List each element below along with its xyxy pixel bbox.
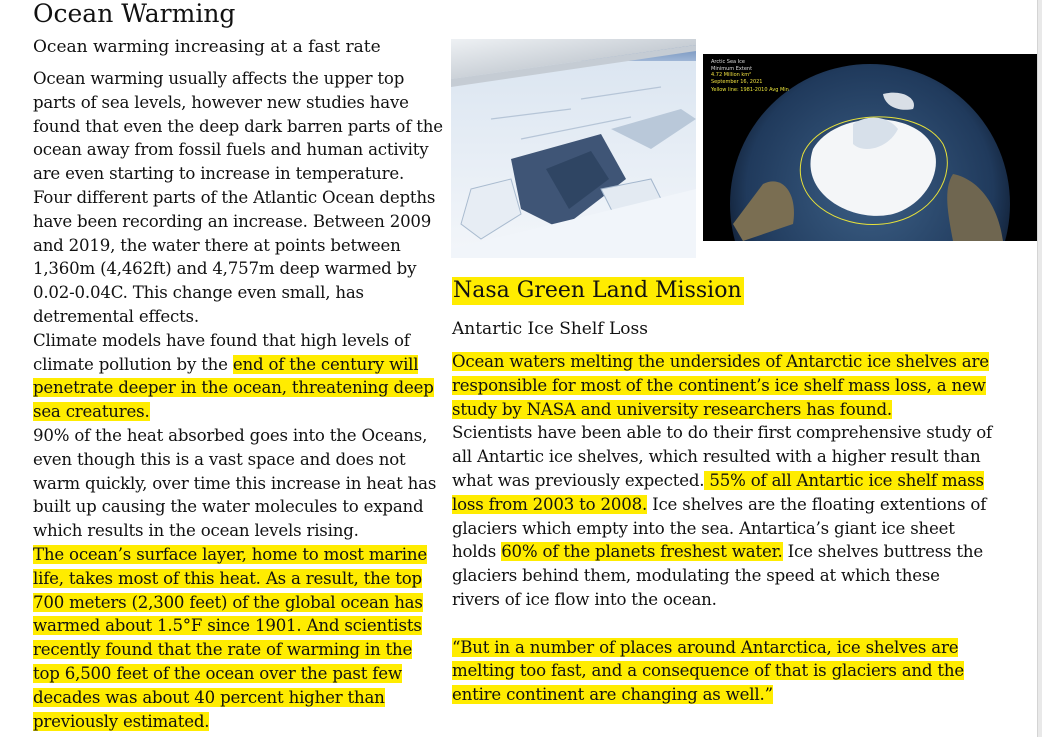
paragraph-surface-layer — [33, 543, 443, 733]
arctic-sea-ice-globe-image — [703, 54, 1037, 241]
globe-caption — [711, 59, 789, 94]
globe-caption-date: September 16, 2021 — [711, 78, 763, 85]
paragraph-quote — [452, 636, 992, 707]
section-heading: Nasa Green Land Mission — [453, 278, 742, 303]
highlight-mass-loss: 55% of all Antartic ice shelf mass loss from 2003 to 2008. — [452, 470, 984, 514]
paragraph-study — [452, 421, 992, 611]
globe-caption-subtitle: Minimum Extent — [711, 65, 753, 72]
highlight-quote: “But in a number of places around Antarctica, ice shelves are melting too fast, and a consequence of that is glaciers and the entire continent are changing as well.” — [452, 637, 964, 705]
section-subtitle: Antartic Ice Shelf Loss — [452, 319, 648, 339]
paragraph-heat-absorbed: 90% of the heat absorbed goes into the Oceans, even though this is a vast space and does not warm quickly, over time this increase in heat has built up causing the water molecules to expand which results in the ocean levels rising. — [33, 425, 437, 541]
paragraph-melting — [452, 350, 992, 421]
study-text-end: Ice shelves buttress the glaciers behind them, modulating the speed at which these rivers of ice flow into the ocean. — [452, 542, 983, 609]
paragraph-atlantic: Four different parts of the Atlantic Ocean depths have been recording an increase. Between 2009 and 2019, the water there at points between 1,360m (4,462ft) and 4,757m deep warmed by 0.02-0.04C. This change even small, has detremental effects. — [33, 187, 436, 326]
highlight-deep-sea: end of the century will penetrate deeper in the ocean, threatening deep sea creatures. — [33, 354, 434, 422]
right-column — [452, 350, 992, 707]
globe-caption-legend: Yellow line: 1981-2010 Avg Min — [711, 87, 789, 93]
study-text-start: Scientists have been able to do their first comprehensive study of all Antartic ice shelves, which resulted with a higher result than what was previously expected. — [452, 423, 992, 490]
paragraph-spacer — [452, 612, 992, 636]
study-text-mid: Ice shelves are the floating extentions of glaciers which empty into the sea. Antartica’s giant ice sheet holds — [452, 494, 987, 562]
paragraph-intro: Ocean warming usually affects the upper top parts of sea levels, however new studies have found that even the deep dark barren parts of the ocean away from fossil fuels and human activity are even starting to increase in temperature. — [33, 69, 443, 184]
highlight-freshest-water: 60% of the planets freshest water. — [501, 542, 783, 562]
scrollbar-track[interactable] — [1037, 0, 1042, 737]
page-title: Ocean Warming — [33, 0, 236, 28]
left-column — [33, 67, 443, 733]
globe-caption-extent: 4.72 Million km² — [711, 72, 752, 78]
highlight-surface-layer: The ocean’s surface layer, home to most marine life, takes most of this heat. As a result, the top 700 meters (2,300 feet) of the global ocean has warmed about 1.5°F since 1901. And scientists recently found that the rate of warming in the top 6,500 feet of the ocean over the past few decades was about 40 percent higher than previously estimated. — [33, 544, 428, 731]
highlight-melting-undersides: Ocean waters melting the undersides of Antarctic ice shelves are responsible for most of the continent’s ice shelf mass loss, a new study by NASA and university researchers has found. — [452, 352, 989, 419]
climate-models-text: Climate models have found that high levels of climate pollution by the — [33, 330, 410, 374]
globe-caption-title: Arctic Sea Ice — [711, 59, 746, 65]
page-subtitle: Ocean warming increasing at a fast rate — [33, 37, 381, 57]
paragraph-climate-models — [33, 329, 443, 424]
aerial-ice-photo — [451, 39, 696, 258]
